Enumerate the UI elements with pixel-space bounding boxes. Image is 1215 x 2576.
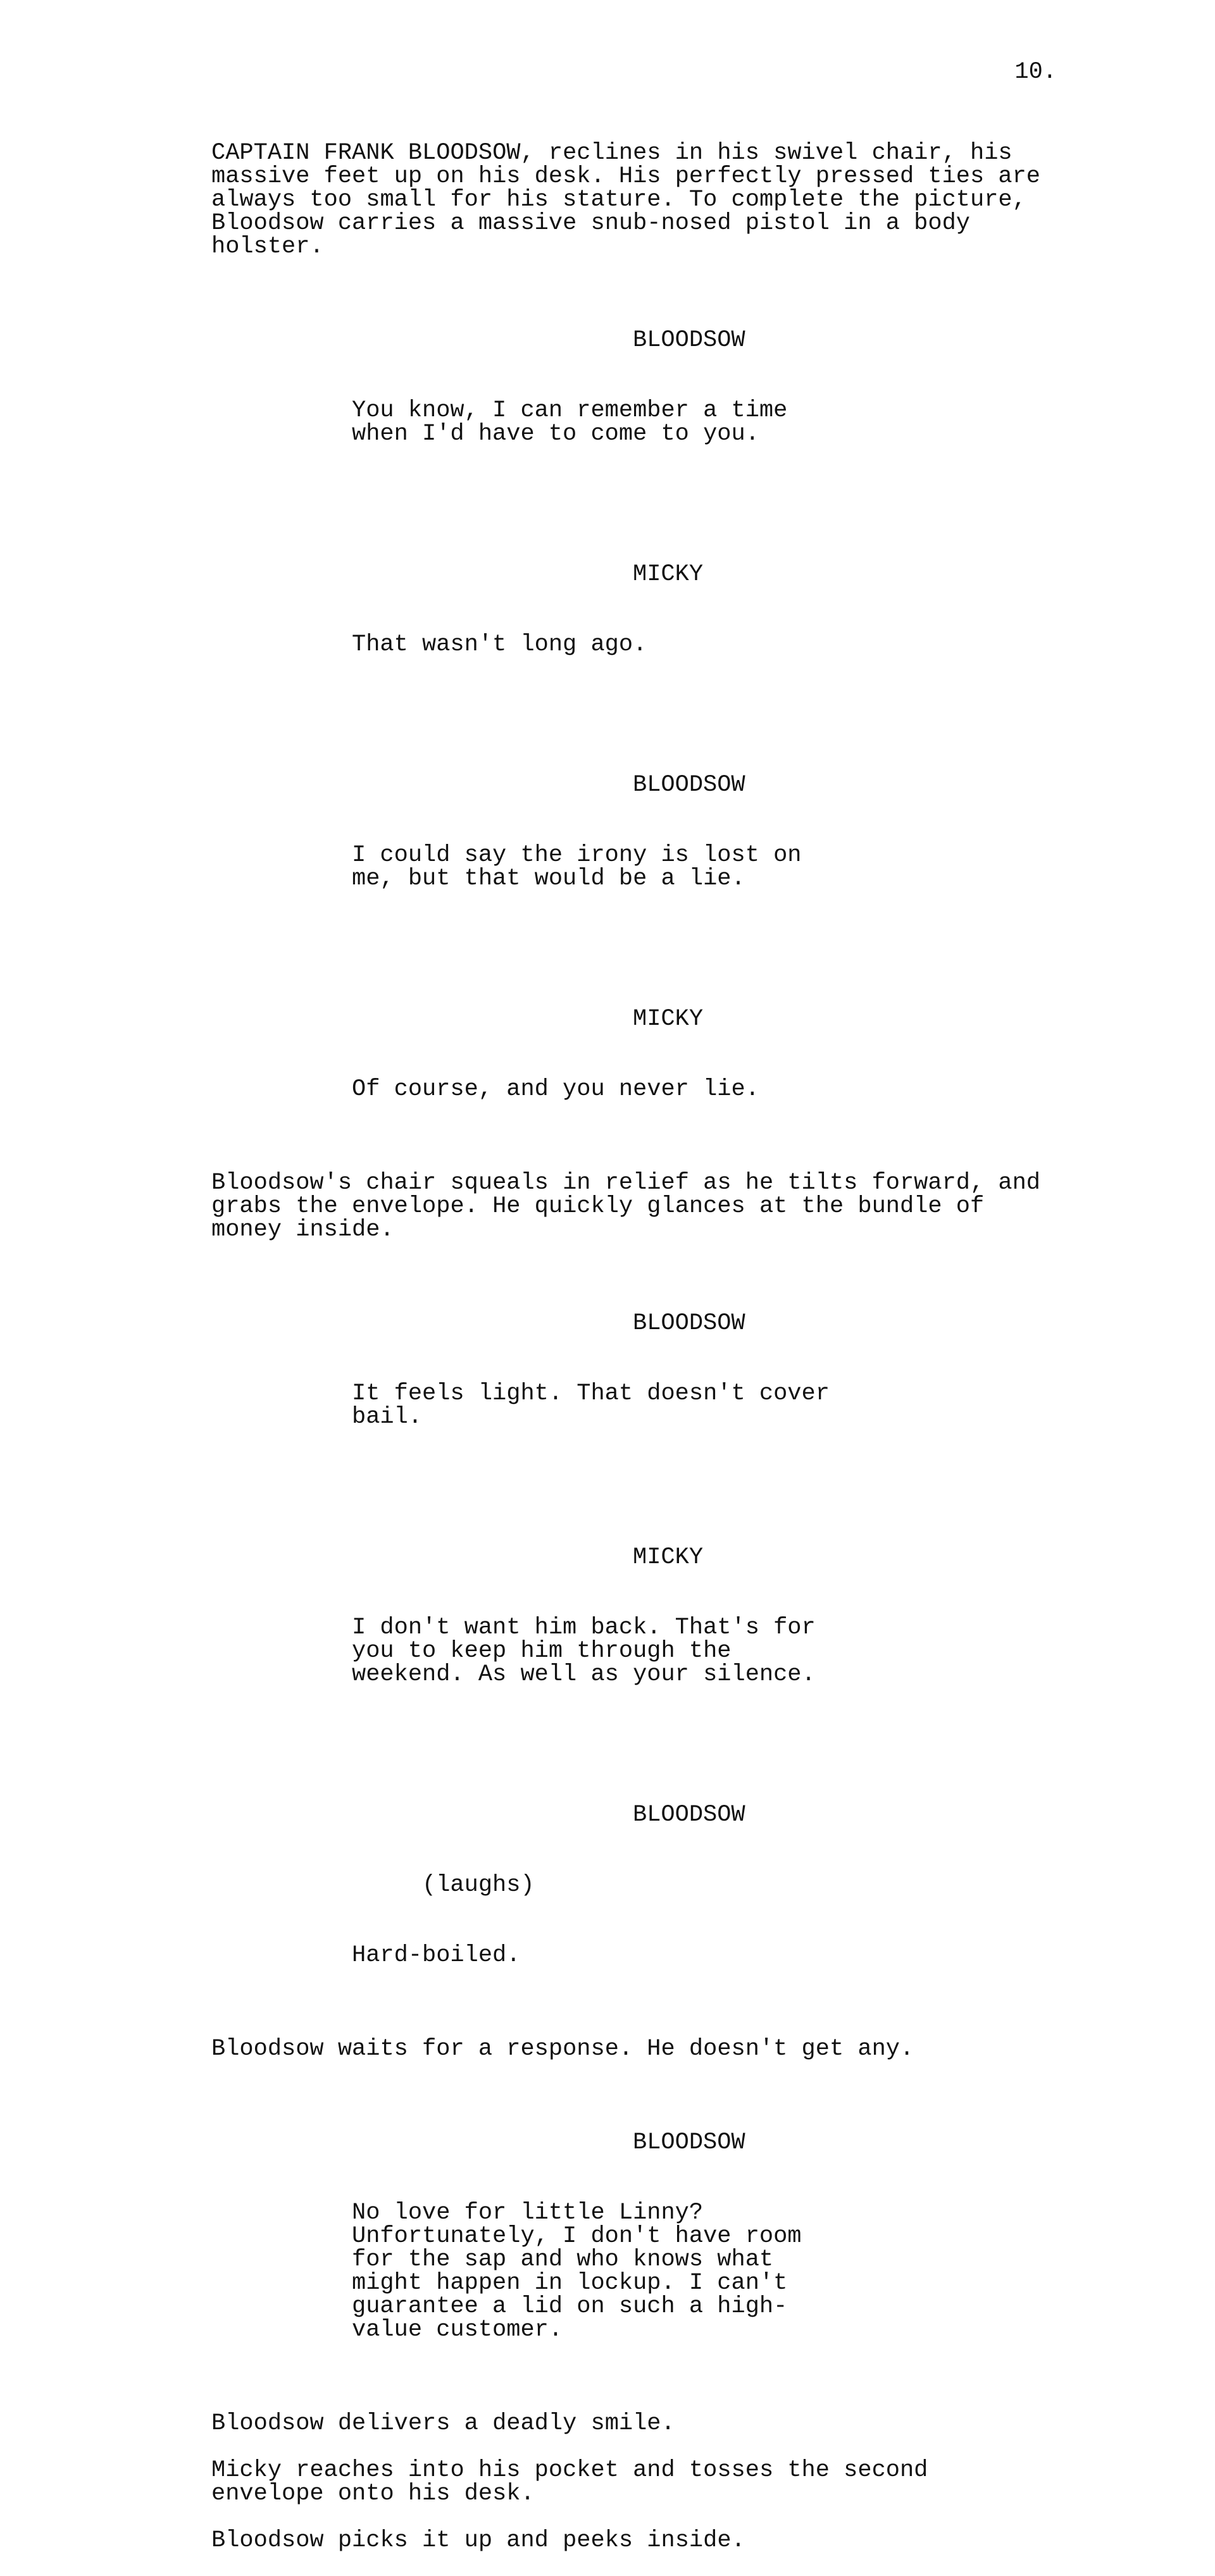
dialogue-block [352,961,845,1148]
dialogue-line: No love for little Linny? Unfortunately, I don't have room for the sap and who knows what might happen in lockup. I can't guarantee a lid on such a high- value customer. [352,2200,802,2343]
action-description: Micky reaches into his pocket and tosses the second envelope onto his desk. [211,2457,928,2507]
parenthetical: (laughs) [422,1872,535,1898]
action-description: Bloodsow waits for a response. He doesn't get any. [211,2036,914,2062]
action-description: Bloodsow picks it up and peeks inside. [211,2527,745,2554]
dialogue-line: I could say the irony is lost on me, but that would be a lie. [352,842,802,892]
action-description: Bloodsow delivers a deadly smile. [211,2410,675,2437]
dialogue-line: It feels light. That doesn't cover bail. [352,1380,830,1430]
character-name: BLOODSOW [633,1310,745,1337]
dialogue-line: Hard-boiled. [352,1942,521,1969]
character-name: MICKY [633,561,704,588]
dialogue-block [352,2084,845,2389]
dialogue-block [352,1757,845,2014]
character-name: MICKY [633,1006,704,1032]
action-description: CAPTAIN FRANK BLOODSOW, reclines in his swivel chair, his massive feet up on his desk. His perfectly pressed ties are always too small for his stature. To complete the picture, Bloodsow carries a massive snub-nosed pistol in a body holster. [211,140,1041,260]
action-description: Bloodsow's chair squeals in relief as he tilts forward, and grabs the envelope. He quickly glances at the bundle of money inside. [211,1170,1041,1243]
dialogue-block [352,727,845,938]
page-number: 10. [1014,59,1057,85]
character-name: MICKY [633,1544,704,1571]
dialogue-line: I don't want him back. That's for you to keep him through the weekend. As well as your silence. [352,1614,816,1688]
dialogue-line: Of course, and you never lie. [352,1076,759,1103]
dialogue-block [352,1265,845,1476]
character-name: BLOODSOW [633,2129,745,2156]
character-name: BLOODSOW [633,327,745,354]
character-name: BLOODSOW [633,1802,745,1828]
screenplay-page [211,142,1072,2576]
dialogue-line: That wasn't long ago. [352,631,647,658]
dialogue-block [352,282,845,493]
dialogue-block [352,516,845,703]
dialogue-block [352,1499,845,1733]
dialogue-line: You know, I can remember a time when I'd have to come to you. [352,397,788,447]
character-name: BLOODSOW [633,772,745,798]
